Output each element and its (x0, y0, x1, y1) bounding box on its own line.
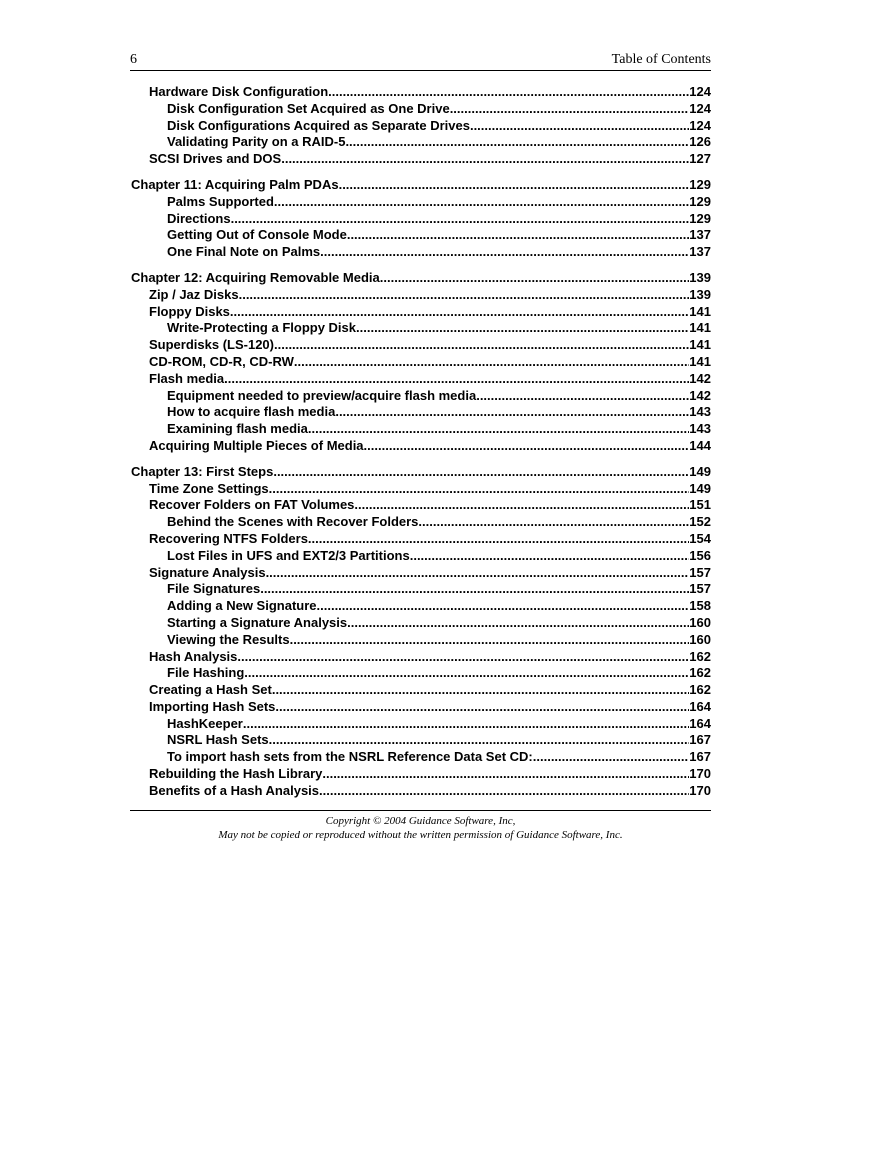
toc-entry-page: 124 (689, 117, 711, 133)
toc-entry[interactable] (131, 438, 711, 455)
page-header (130, 52, 711, 71)
dot-leader (308, 531, 689, 548)
toc-entry-label: Chapter 12: Acquiring Removable Media (131, 269, 380, 285)
toc-entry-page: 157 (689, 564, 711, 580)
copyright-line: Copyright © 2004 Guidance Software, Inc, (325, 815, 516, 827)
toc-entry-page: 164 (689, 715, 711, 731)
toc-entry-label: HashKeeper (167, 715, 243, 731)
toc-entry[interactable] (131, 304, 711, 321)
toc-entry[interactable] (131, 421, 711, 438)
toc-entry[interactable] (131, 682, 711, 699)
toc-entry[interactable] (131, 565, 711, 582)
toc-entry-page: 162 (689, 648, 711, 664)
dot-leader (231, 211, 690, 228)
toc-chapter-entry[interactable] (131, 270, 711, 287)
toc-entry-label: Disk Configurations Acquired as Separate Drives (167, 117, 470, 133)
toc-entry-label: SCSI Drives and DOS (149, 151, 282, 167)
toc-entry-page: 154 (689, 530, 711, 546)
toc-entry[interactable] (131, 481, 711, 498)
dot-leader (345, 134, 689, 151)
dot-leader (347, 227, 689, 244)
toc-entry[interactable] (131, 84, 711, 101)
toc-chapter-entry[interactable] (131, 464, 711, 481)
toc-entry-page: 144 (689, 437, 711, 453)
dot-leader (294, 354, 689, 371)
toc-entry[interactable] (131, 134, 711, 151)
toc-entry[interactable] (131, 598, 711, 615)
dot-leader (272, 682, 689, 699)
dot-leader (239, 287, 690, 304)
toc-entry-page: 129 (689, 193, 711, 209)
toc-entry-page: 143 (689, 404, 711, 420)
dot-leader (354, 497, 689, 514)
dot-leader (230, 304, 689, 321)
toc-entry-page: 124 (689, 84, 711, 99)
toc-entry-label: Behind the Scenes with Recover Folders (167, 514, 419, 530)
toc-entry-label: Palms Supported (167, 193, 274, 209)
toc-entry-label: Benefits of a Hash Analysis (149, 782, 320, 798)
dot-leader (266, 565, 690, 582)
table-of-contents (131, 84, 711, 800)
toc-entry-label: Equipment needed to preview/acquire flash media (167, 387, 477, 403)
dot-leader (269, 732, 690, 749)
dot-leader (274, 337, 689, 354)
toc-entry[interactable] (131, 388, 711, 405)
toc-entry-label: Hash Analysis (149, 648, 238, 664)
dot-leader (364, 438, 690, 455)
toc-entry[interactable] (131, 118, 711, 135)
toc-entry-label: Creating a Hash Set (149, 682, 272, 698)
toc-entry-label: Floppy Disks (149, 303, 230, 319)
toc-entry[interactable] (131, 371, 711, 388)
toc-entry-label: Directions (167, 210, 231, 226)
toc-entry-label: Recover Folders on FAT Volumes (149, 497, 355, 513)
dot-leader (347, 615, 689, 632)
toc-entry[interactable] (131, 287, 711, 304)
toc-entry-page: 164 (689, 698, 711, 714)
dot-leader (320, 244, 689, 261)
toc-entry-label: Acquiring Multiple Pieces of Media (149, 437, 364, 453)
toc-entry-page: 167 (689, 732, 711, 748)
toc-entry[interactable] (131, 548, 711, 565)
toc-entry-label: Examining flash media (167, 421, 308, 437)
page-number: 6 (130, 52, 137, 67)
toc-entry-label: Importing Hash Sets (149, 698, 276, 714)
toc-entry[interactable] (131, 649, 711, 666)
toc-entry[interactable] (131, 699, 711, 716)
toc-entry-label: Superdisks (LS-120) (149, 337, 274, 353)
dot-leader (339, 177, 690, 194)
toc-entry-label: File Signatures (167, 581, 261, 597)
toc-entry-page: 152 (689, 514, 711, 530)
toc-entry-page: 141 (689, 353, 711, 369)
dot-leader (308, 421, 689, 438)
toc-entry-label: Validating Parity on a RAID-5 (167, 134, 346, 150)
dot-leader (281, 151, 689, 168)
toc-entry-page: 170 (689, 782, 711, 798)
dot-leader (533, 749, 690, 766)
toc-entry[interactable] (131, 151, 711, 168)
toc-entry-label: Recovering NTFS Folders (149, 530, 308, 546)
toc-entry-page: 158 (689, 598, 711, 614)
toc-entry-page: 129 (689, 210, 711, 226)
dot-leader (260, 581, 689, 598)
dot-leader (380, 270, 690, 287)
toc-entry[interactable] (131, 732, 711, 749)
dot-leader (290, 632, 690, 649)
toc-entry-label: One Final Note on Palms (167, 244, 321, 260)
toc-entry-page: 156 (689, 547, 711, 563)
dot-leader (243, 716, 689, 733)
toc-entry-label: Write-Protecting a Floppy Disk (167, 320, 357, 336)
dot-leader (224, 371, 689, 388)
dot-leader (244, 665, 689, 682)
toc-entry-label: Lost Files in UFS and EXT2/3 Partitions (167, 547, 410, 563)
toc-entry-page: 129 (689, 176, 711, 192)
dot-leader (269, 481, 690, 498)
toc-entry-label: Time Zone Settings (149, 480, 269, 496)
toc-entry-page: 137 (689, 227, 711, 243)
toc-entry-page: 162 (689, 665, 711, 681)
toc-entry-page: 124 (689, 100, 711, 116)
toc-entry[interactable] (131, 749, 711, 766)
toc-entry-page: 167 (689, 749, 711, 765)
toc-entry-label: How to acquire flash media (167, 404, 336, 420)
toc-entry-page: 143 (689, 421, 711, 437)
dot-leader (328, 84, 689, 101)
toc-entry[interactable] (131, 581, 711, 598)
toc-entry[interactable] (131, 497, 711, 514)
toc-entry[interactable] (131, 531, 711, 548)
page-footer (130, 810, 711, 842)
dot-leader (319, 783, 689, 800)
toc-entry-label: Hardware Disk Configuration (149, 84, 329, 99)
dot-leader (317, 598, 690, 615)
toc-entry[interactable] (131, 244, 711, 261)
dot-leader (322, 766, 689, 783)
toc-entry-page: 149 (689, 480, 711, 496)
toc-entry[interactable] (131, 320, 711, 337)
dot-leader (335, 404, 689, 421)
toc-entry-label: Chapter 13: First Steps (131, 463, 274, 479)
toc-entry-label: File Hashing (167, 665, 245, 681)
toc-entry-label: Getting Out of Console Mode (167, 227, 347, 243)
toc-entry-page: 160 (689, 631, 711, 647)
toc-entry[interactable] (131, 211, 711, 228)
toc-entry[interactable] (131, 101, 711, 118)
toc-entry-label: NSRL Hash Sets (167, 732, 269, 748)
toc-entry-label: Zip / Jaz Disks (149, 286, 239, 302)
toc-entry-page: 162 (689, 682, 711, 698)
toc-entry[interactable] (131, 615, 711, 632)
toc-entry-label: CD-ROM, CD-R, CD-RW (149, 353, 294, 369)
dot-leader (274, 194, 689, 211)
toc-entry-page: 141 (689, 320, 711, 336)
dot-leader (410, 548, 690, 565)
dot-leader (470, 118, 689, 135)
toc-entry-page: 160 (689, 614, 711, 630)
toc-entry-page: 142 (689, 370, 711, 386)
toc-entry-label: Signature Analysis (149, 564, 266, 580)
toc-entry[interactable] (131, 514, 711, 531)
toc-entry-page: 139 (689, 269, 711, 285)
dot-leader (237, 649, 689, 666)
dot-leader (273, 464, 689, 481)
toc-entry-page: 149 (689, 463, 711, 479)
toc-entry-label: Chapter 11: Acquiring Palm PDAs (131, 176, 339, 192)
toc-entry[interactable] (131, 337, 711, 354)
dot-leader (450, 101, 690, 118)
toc-entry-label: Starting a Signature Analysis (167, 614, 348, 630)
copyright-notice: May not be copied or reproduced without the written permission of Guidance Software, Inc. (218, 829, 623, 841)
toc-entry[interactable] (131, 404, 711, 421)
toc-entry[interactable] (131, 227, 711, 244)
toc-entry-page: 141 (689, 337, 711, 353)
toc-entry-page: 141 (689, 303, 711, 319)
toc-entry-page: 170 (689, 766, 711, 782)
toc-entry-label: Viewing the Results (167, 631, 290, 647)
toc-entry-page: 142 (689, 387, 711, 403)
toc-entry[interactable] (131, 665, 711, 682)
dot-leader (476, 388, 689, 405)
toc-entry-label: Disk Configuration Set Acquired as One Drive (167, 100, 450, 116)
toc-entry-page: 157 (689, 581, 711, 597)
toc-entry-label: Rebuilding the Hash Library (149, 766, 323, 782)
toc-entry[interactable] (131, 783, 711, 800)
toc-entry[interactable] (131, 716, 711, 733)
toc-entry-label: Flash media (149, 370, 225, 386)
toc-entry-page: 127 (689, 151, 711, 167)
toc-entry-page: 151 (689, 497, 711, 513)
toc-entry[interactable] (131, 766, 711, 783)
dot-leader (356, 320, 689, 337)
toc-entry-page: 139 (689, 286, 711, 302)
toc-entry-page: 126 (689, 134, 711, 150)
toc-entry-label: Adding a New Signature (167, 598, 317, 614)
toc-entry[interactable] (131, 194, 711, 211)
toc-entry-label: To import hash sets from the NSRL Reference Data Set CD: (167, 749, 533, 765)
toc-entry[interactable] (131, 354, 711, 371)
dot-leader (275, 699, 689, 716)
toc-chapter-entry[interactable] (131, 177, 711, 194)
dot-leader (418, 514, 689, 531)
toc-entry[interactable] (131, 632, 711, 649)
running-title: Table of Contents (611, 52, 711, 67)
toc-entry-page: 137 (689, 244, 711, 260)
